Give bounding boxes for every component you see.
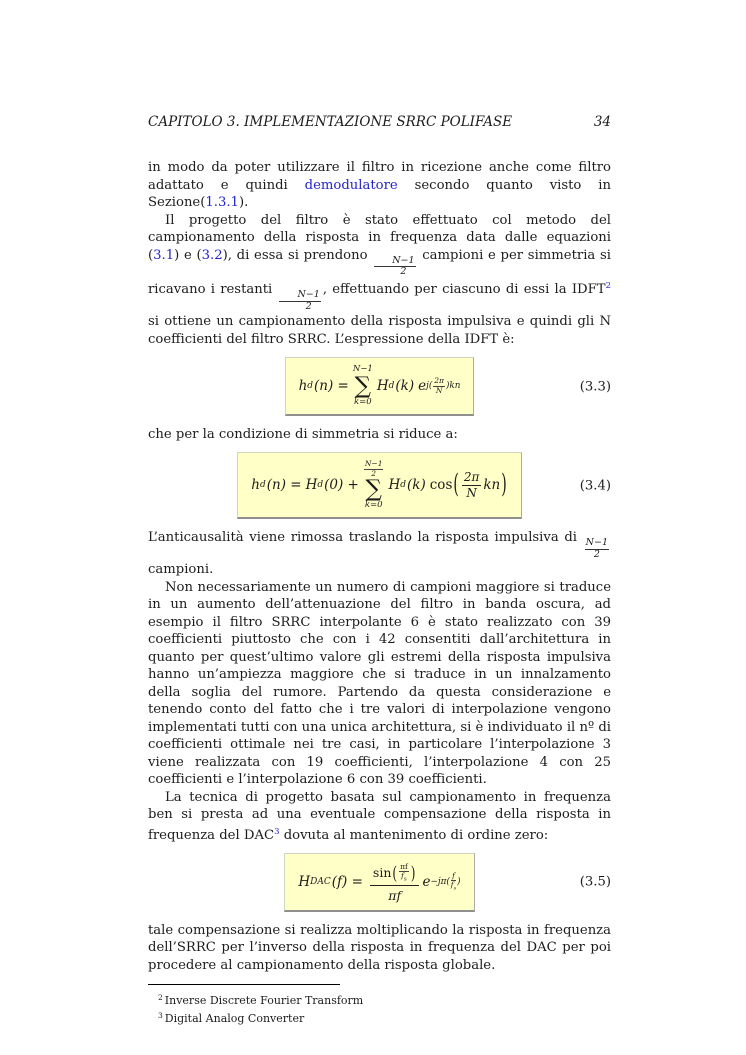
text-run: campioni. bbox=[148, 562, 214, 578]
link-demodulatore[interactable]: demodulatore bbox=[304, 177, 398, 193]
text-run: si ottiene un campionamento della risposta impulsiva e quindi gli N coefficienti del filtro SRRC. L’espressione della IDFT è: bbox=[148, 314, 611, 347]
text-run: dovuta al mantenimento di ordine zero: bbox=[279, 827, 549, 843]
text-run: ). bbox=[238, 195, 249, 210]
paragraph-anticausality bbox=[148, 529, 611, 578]
text-run: ), di essa si prendono bbox=[222, 247, 373, 263]
equation-number: (3.3) bbox=[579, 379, 611, 395]
page-number: 34 bbox=[593, 114, 611, 130]
tiny-fraction-f-over-fs: f $f_s$ bbox=[450, 870, 457, 892]
text-run: ) e ( bbox=[174, 247, 202, 263]
footnote-dac bbox=[158, 1008, 611, 1026]
footnote-text: Inverse Discrete Fourier Transform bbox=[164, 994, 364, 1008]
link-section-1-3-1[interactable]: 1.3.1 bbox=[205, 195, 239, 210]
equation-3-5-row bbox=[148, 853, 611, 912]
equation-3-3-box: h d (n) = N−1 ∑ k=0 H d (k) e j( 2π N )kn bbox=[285, 357, 475, 416]
paragraph-global-response: tale compensazione si realizza moltiplicando la risposta in frequenza dell’SRRC per l’inverso della risposta in frequenza del DAC per poi procedere al campionamento della risposta globale. bbox=[148, 922, 611, 973]
paragraph-dac-compensation bbox=[148, 789, 611, 845]
footnote-ref-dac[interactable]: 3 bbox=[274, 826, 280, 837]
footnote-text: Digital Analog Converter bbox=[164, 1012, 305, 1026]
text-run: , effettuando per ciascuno di essi la IDFT bbox=[322, 282, 606, 298]
equation-3-4-row bbox=[148, 452, 611, 519]
paragraph-design-method bbox=[148, 212, 611, 349]
text-run: secondo quanto visto in Sezione( bbox=[148, 177, 611, 210]
equation-number: (3.5) bbox=[579, 874, 611, 890]
document-page bbox=[148, 114, 611, 1026]
text-run: in modo da poter utilizzare il filtro in ricezione anche come filtro adattato e quindi bbox=[148, 160, 611, 193]
equation-number: (3.4) bbox=[579, 478, 611, 494]
big-paren-close: ) bbox=[501, 470, 507, 501]
tiny-fraction-pif-over-fs: πf $f_s$ bbox=[400, 862, 408, 883]
paragraph-symmetry: che per la condizione di simmetria si riduce a: bbox=[148, 426, 458, 442]
paragraph-intro bbox=[148, 159, 611, 212]
paragraph-coefficients: Non necessariamente un numero di campioni maggiore si traduce in un aumento dell’attenuazione del filtro in banda oscura, ad esempio il filtro SRRC interpolante 6 è stato realizzato con 39 coefficienti piuttosto che con i 42 consentiti dall’architettura in quanto per quest’ultimo valore gli estremi della risposta impulsiva hanno un’ampiezza maggiore che si traduce in un innalzamento della soglia del rumore. Partendo da questa considerazione e tenendo conto del fatto che i tre valori di interpolazione vengono implementati tutti con una unica architettura, si è individuato il nº di coefficienti ottimale nei tre casi, in particolare l’interpolazione 3 viene realizzata con 19 coefficienti, l’interpolazione 4 con 25 coefficienti e l’interpolazione 6 con 39 coefficienti. bbox=[148, 579, 611, 788]
main-fraction: sin ( πf $f_s$ ) πf bbox=[370, 861, 420, 903]
exponent: j( 2π N )kn bbox=[426, 376, 461, 395]
link-eq-3-1[interactable]: 3.1 bbox=[153, 247, 175, 263]
tiny-fraction-2pi-over-N: 2π N bbox=[434, 376, 444, 395]
footnote-marker: 2 bbox=[158, 993, 163, 1003]
footnote-marker: 3 bbox=[158, 1011, 163, 1021]
big-paren-open: ( bbox=[453, 470, 459, 501]
exponent: −jπ( f $f_s$ ) bbox=[430, 870, 461, 892]
tiny-fraction-n-minus-1-over-2: $\frac{N-1}{2}$ bbox=[364, 459, 383, 478]
link-eq-3-2[interactable]: 3.2 bbox=[201, 247, 223, 263]
page-header bbox=[148, 114, 611, 130]
inline-fraction-n-minus-1-over-2: $\frac{N-1}{2}$ bbox=[279, 290, 320, 313]
paren-close: ) bbox=[410, 862, 416, 884]
text-run: La tecnica di progetto basata sul campionamento in frequenza ben si presta ad una eventuale compensazione della risposta in frequenza del DAC bbox=[148, 789, 611, 843]
inline-fraction-n-minus-1-over-2: $\frac{N-1}{2}$ bbox=[374, 256, 415, 279]
footnote-ref-idft[interactable]: 2 bbox=[605, 281, 611, 292]
paren-open: ( bbox=[392, 862, 398, 884]
equation-3-3-row bbox=[148, 357, 611, 416]
text-run: campioni e per simmetria si ricavano i restanti bbox=[148, 247, 611, 298]
equation-3-4-box: h d (n) = H d (0) + $\frac{N-1}{2}$ ∑ k=0 H d (k) cos ( 2π N kn ) bbox=[237, 452, 521, 519]
summation-symbol: $\frac{N-1}{2}$ ∑ k=0 bbox=[364, 459, 383, 510]
text-run: Il progetto del filtro è stato effettuato col metodo del campionamento della risposta in frequenza data dalle equazioni ( bbox=[148, 212, 611, 263]
equation-3-5-box: H DAC (f) = sin ( πf $f_s$ ) πf e −jπ( f $f_s$ ) bbox=[284, 853, 474, 912]
footnote-idft bbox=[158, 990, 611, 1008]
chapter-title: CAPITOLO 3. IMPLEMENTAZIONE SRRC POLIFASE bbox=[148, 114, 513, 130]
inline-fraction-n-minus-1-over-2: $\frac{N-1}{2}$ bbox=[585, 537, 608, 561]
fraction-2pi-over-N: 2π N bbox=[463, 469, 480, 500]
footnote-rule bbox=[148, 984, 340, 985]
summation-symbol: N−1 ∑ k=0 bbox=[352, 364, 373, 407]
text-run: L’anticausalità viene rimossa traslando la risposta impulsiva di bbox=[148, 530, 583, 546]
